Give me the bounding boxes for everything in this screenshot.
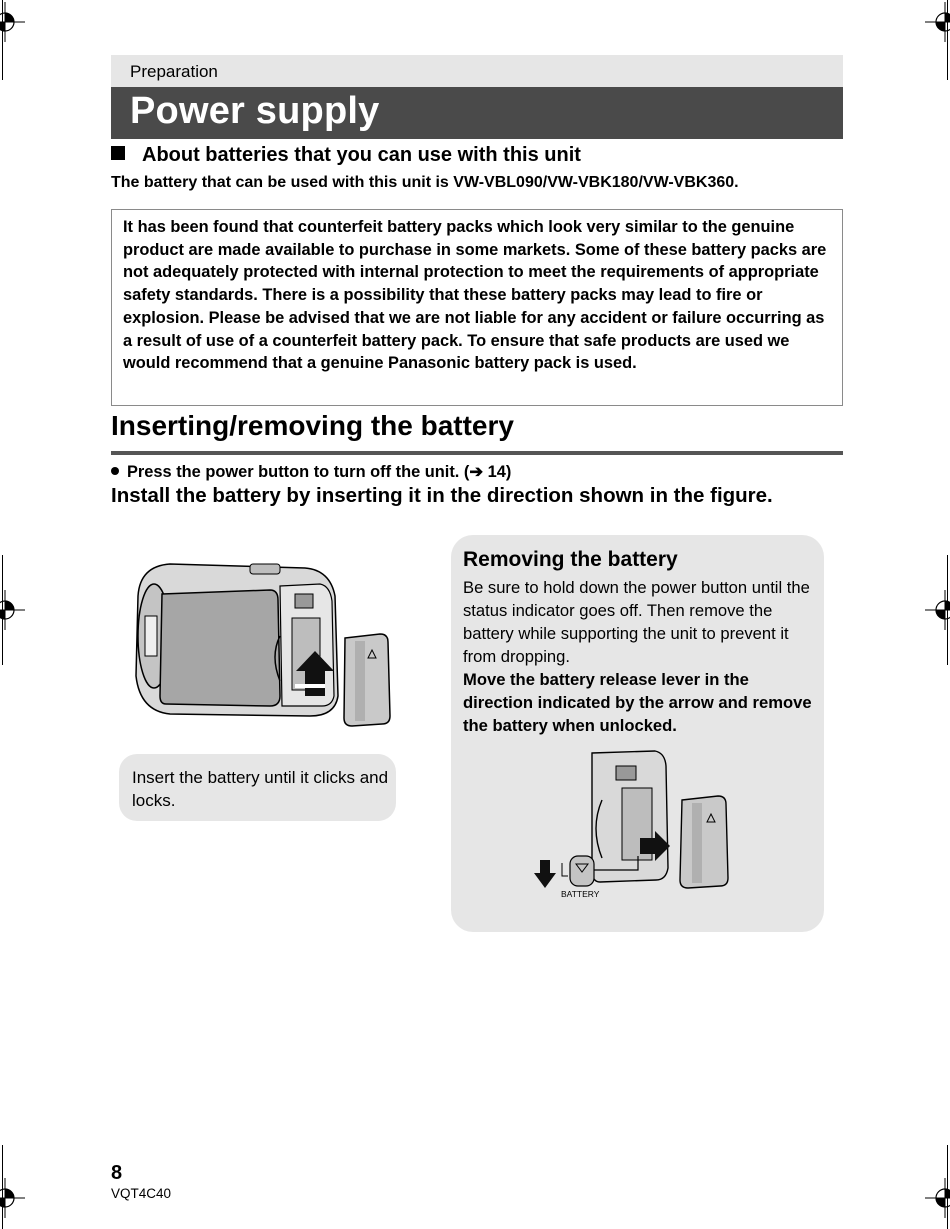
inserting-heading: Inserting/removing the battery [111, 410, 514, 441]
camera-battery-insert-illustration [130, 556, 395, 731]
section-label-bar [111, 55, 843, 87]
battery-models-text: The battery that can be used with this unit is VW-VBL090/VW-VBK180/VW-VBK360. [111, 174, 739, 191]
registration-mark-icon [0, 590, 25, 630]
registration-mark-icon [925, 2, 950, 42]
document-code: VQT4C40 [111, 1186, 172, 1201]
insert-note-text: Insert the battery until it clicks and locks. [132, 768, 389, 810]
battery-removal-illustration [530, 748, 740, 903]
registration-mark-icon [0, 2, 25, 42]
page-title: Power supply [130, 90, 380, 132]
registration-mark-icon [0, 1178, 25, 1218]
battery-lever-label: BATTERY [561, 889, 600, 899]
registration-mark-icon [925, 590, 950, 630]
counterfeit-warning-box [111, 209, 843, 406]
section-label: Preparation [130, 62, 218, 81]
page-number: 8 [111, 1162, 123, 1184]
removing-heading: Removing the battery [463, 548, 678, 571]
removing-bold-text: Move the battery release lever in the direction indicated by the arrow and remove the battery when unlocked. [463, 670, 812, 735]
install-instruction: Install the battery by inserting it in the direction shown in the figure. [111, 484, 773, 507]
power-off-bullet [111, 462, 511, 482]
page-title-bar [111, 87, 843, 139]
removing-body-text: Be sure to hold down the power button until the status indicator goes off. Then remove the battery while supporting the unit to prevent it from dropping. [463, 578, 810, 666]
counterfeit-warning-text: It has been found that counterfeit battery packs which look very similar to the genuine product are made available to purchase in some markets. Some of these battery packs are not adequately protected with internal protection to meet the requirements of appropriate safety standards. There is a possibility that these battery packs may lead to fire or explosion. Please be advised that we are not liable for any accident or failure occurring as a result of use of a counterfeit battery pack. To ensure that safe products are used we would recommend that a genuine Panasonic battery pack is used. [123, 218, 827, 373]
batteries-heading [111, 144, 581, 167]
bullet-icon [111, 467, 119, 475]
batteries-heading-text: About batteries that you can use with this unit [142, 144, 581, 166]
square-bullet-icon [111, 146, 125, 160]
power-off-text: Press the power button to turn off the unit. (➔ 14) [127, 463, 512, 481]
registration-mark-icon [925, 1178, 950, 1218]
heading-divider [111, 451, 843, 455]
insert-note-box [119, 754, 396, 821]
